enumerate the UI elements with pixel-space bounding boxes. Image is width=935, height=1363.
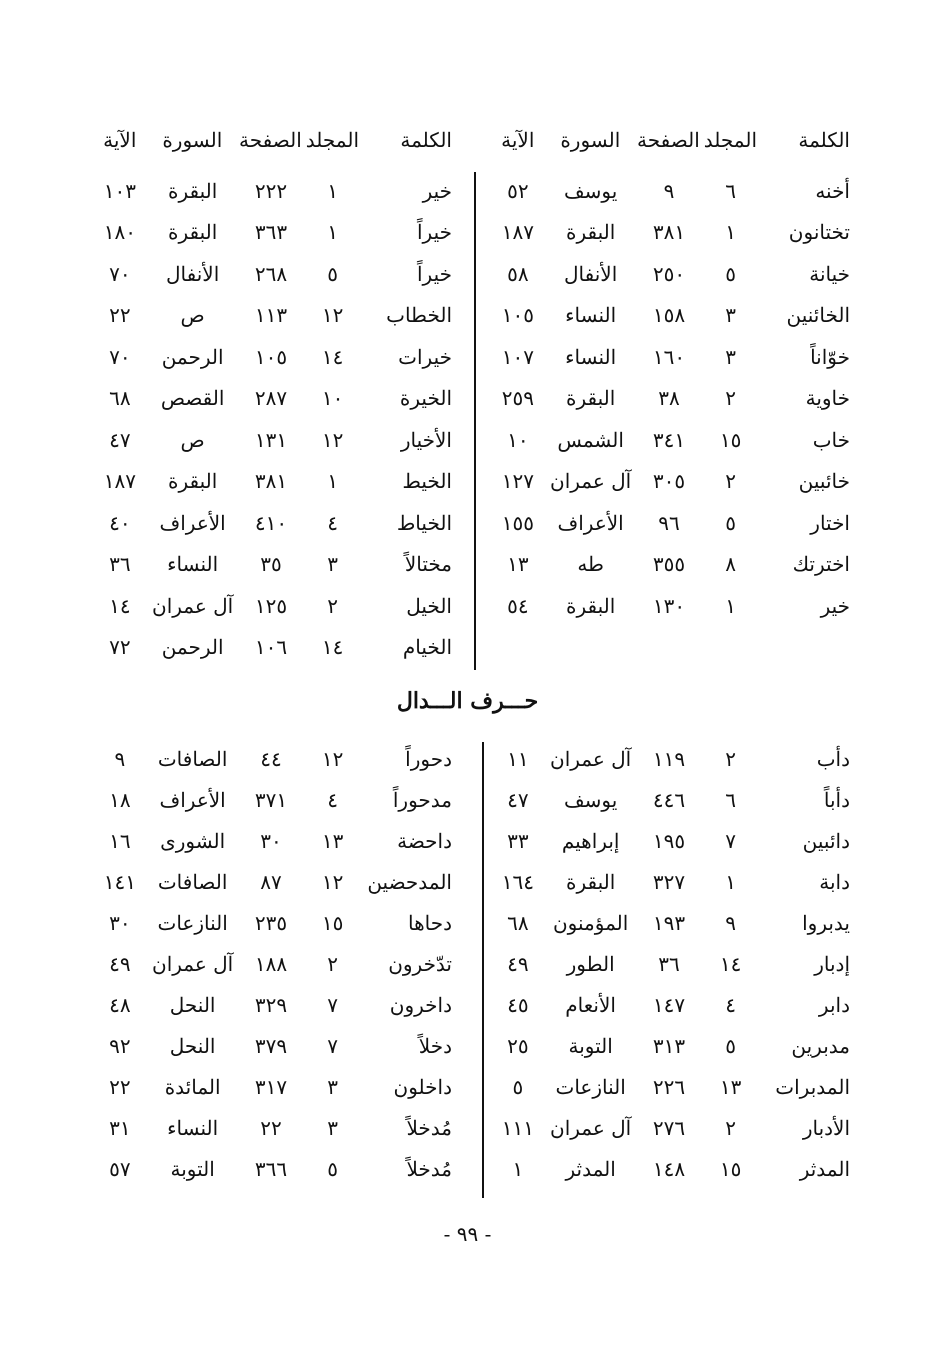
cell-page: ٢٢٢ [254,178,288,203]
cell-verse: ٩٢ [109,1033,131,1058]
index-row [488,378,850,420]
cell-page: ١١٩ [652,746,686,771]
cell-page: ١٣٠ [652,593,686,618]
cell-page: ١٦٠ [652,344,686,369]
cell-surah: الرحمن [161,344,224,369]
cell-surah: البقرة [565,869,616,894]
index-row [488,1148,850,1189]
index-row [488,779,850,820]
cell-surah: النازعات [555,1074,626,1099]
cell-verse: ٧٢ [109,635,131,660]
cell-word: خوّاناً [810,344,850,369]
index-row [488,502,850,544]
cell-verse: ٤٩ [507,951,529,976]
index-row [90,738,452,779]
index-row [90,984,452,1025]
cell-verse: ٢٢ [109,303,131,328]
cell-vol: ٦ [725,178,736,203]
index-row [90,861,452,902]
cell-surah: آل عمران [550,1115,632,1140]
index-row [90,585,452,627]
cell-vol: ٣ [327,552,338,577]
cell-page: ٢٢ [260,1115,282,1140]
cell-vol: ٢ [327,593,338,618]
cell-vol: ٥ [327,261,338,286]
cell-surah: النساء [167,1115,219,1140]
cell-vol: ٢ [327,951,338,976]
cell-word: الخيل [406,593,452,618]
cell-word: دحوراً [405,746,452,771]
index-row [90,461,452,503]
cell-vol: ١ [327,469,338,494]
bottom-index-table [90,738,850,1189]
cell-word: الأخيار [400,427,452,452]
cell-word: داحضة [397,828,452,853]
cell-verse: ٢٥٩ [501,386,534,411]
cell-page: ١١٣ [254,303,288,328]
cell-word: دحاها [407,910,452,935]
cell-verse: ١٨٠ [103,220,136,245]
cell-vol: ٣ [327,1115,338,1140]
index-row [488,212,850,254]
cell-surah: الرحمن [161,635,224,660]
header-volume: المجلد [703,128,758,152]
cell-verse: ٢٥ [507,1033,529,1058]
top-right-rows [488,170,850,627]
cell-vol: ١٣ [321,828,344,853]
cell-vol: ١ [725,869,736,894]
cell-vol: ١٢ [321,427,344,452]
bottom-left-column [90,738,470,1189]
cell-verse: ١ [512,1156,524,1181]
index-row [488,943,850,984]
cell-surah: ص [180,427,205,452]
cell-verse: ٤٩ [109,951,131,976]
cell-vol: ١٠ [321,386,344,411]
cell-page: ٣١٧ [254,1074,288,1099]
bottom-right-column [470,738,850,1189]
cell-word: خيراً [417,261,452,286]
bottom-right-rows [488,738,850,1189]
header-verse: الآية [103,128,137,152]
index-row [488,738,850,779]
cell-page: ٢٣٥ [254,910,288,935]
cell-word: دأب [816,746,850,771]
top-left-column [90,118,470,668]
cell-verse: ١١ [507,746,529,771]
cell-verse: ٤٧ [109,427,131,452]
cell-verse: ١٨٧ [103,469,136,494]
cell-vol: ٤ [725,992,736,1017]
cell-surah: الأنفال [563,261,618,286]
cell-verse: ١١١ [501,1115,534,1140]
cell-vol: ٢ [725,386,736,411]
cell-surah: النساء [565,303,617,328]
cell-surah: النساء [167,552,219,577]
cell-vol: ١٤ [321,344,344,369]
cell-vol: ٧ [725,828,736,853]
cell-word: المدبرات [775,1074,850,1099]
cell-verse: ١٢٧ [501,469,534,494]
cell-verse: ٥٧ [109,1156,131,1181]
cell-page: ٣٧٩ [254,1033,288,1058]
cell-surah: الصافات [157,869,228,894]
cell-vol: ١٥ [321,910,344,935]
page-number: - ٩٩ - [443,1222,492,1246]
cell-word: دابة [819,869,850,894]
cell-vol: ٥ [327,1156,338,1181]
cell-page: ١٨٨ [254,951,288,976]
cell-surah: البقرة [565,593,616,618]
cell-verse: ٤٥ [507,992,529,1017]
cell-verse: ٧٠ [109,344,131,369]
cell-word: داخلون [393,1074,452,1099]
index-row [90,419,452,461]
cell-page: ٣٧١ [254,787,288,812]
cell-word: الخيرة [399,386,452,411]
index-row [488,1025,850,1066]
cell-word: دائبين [802,828,850,853]
cell-word: دخلاً [418,1033,452,1058]
cell-vol: ١ [725,220,736,245]
index-row [90,378,452,420]
index-row [90,943,452,984]
cell-word: مُدخلاً [406,1156,452,1181]
section-title: حـــرف الـــدال [396,688,539,714]
cell-surah: النازعات [157,910,228,935]
cell-verse: ٥٢ [507,178,529,203]
cell-page: ١٣١ [254,427,288,452]
index-row [488,295,850,337]
cell-verse: ١٦٤ [501,869,534,894]
cell-vol: ١٢ [321,303,344,328]
cell-verse: ٣١ [109,1115,131,1140]
index-row [90,820,452,861]
cell-page: ٣٢٧ [652,869,686,894]
cell-vol: ٥ [725,261,736,286]
index-row [488,419,850,461]
cell-vol: ١ [327,178,338,203]
cell-surah: آل عمران [152,951,234,976]
cell-word: خيراً [417,220,452,245]
header-page: الصفحة [239,128,302,152]
cell-verse: ١٨٧ [501,220,534,245]
cell-page: ٣٠٥ [652,469,686,494]
index-row [90,627,452,669]
cell-vol: ٢ [725,1115,736,1140]
cell-surah: آل عمران [550,746,632,771]
cell-word: مختالاً [404,552,452,577]
cell-word: مُدخلاً [406,1115,452,1140]
cell-vol: ١٤ [719,951,742,976]
index-row [488,820,850,861]
bottom-left-rows [90,738,452,1189]
cell-verse: ٢٢ [109,1074,131,1099]
cell-vol: ١٤ [321,635,344,660]
cell-page: ١٤٨ [652,1156,686,1181]
cell-vol: ١٥ [719,427,742,452]
cell-word: مدحوراً [392,787,452,812]
top-column-divider [474,172,476,670]
cell-page: ١٥٨ [652,303,686,328]
cell-page: ١٤٧ [652,992,686,1017]
top-right-column [470,118,850,668]
header-row [90,118,452,162]
cell-page: ٤٤ [260,746,282,771]
cell-surah: القصص [160,386,225,411]
cell-word: خاوية [805,386,850,411]
cell-surah: طه [577,552,604,577]
cell-vol: ٨ [725,552,736,577]
cell-surah: البقرة [565,386,616,411]
cell-surah: التوبة [170,1156,215,1181]
cell-vol: ١٢ [321,869,344,894]
cell-page: ١٢٥ [254,593,288,618]
index-row [90,502,452,544]
cell-verse: ٩ [114,746,126,771]
header-surah: السورة [162,128,223,152]
cell-vol: ٤ [327,510,338,535]
index-row [90,170,452,212]
cell-vol: ٥ [725,1033,736,1058]
cell-verse: ٣٦ [109,552,131,577]
cell-vol: ١٥ [719,1156,742,1181]
cell-verse: ٥٨ [507,261,529,286]
cell-surah: البقرة [565,220,616,245]
index-row [90,295,452,337]
cell-page: ٣٢٩ [254,992,288,1017]
cell-vol: ١ [327,220,338,245]
cell-vol: ٥ [725,510,736,535]
cell-word: الأدبار [802,1115,850,1140]
cell-word: اختار [810,510,850,535]
cell-page: ١٩٣ [652,910,686,935]
index-row [488,1066,850,1107]
cell-word: الخائنين [786,303,850,328]
index-row [90,212,452,254]
index-row [90,779,452,820]
cell-word: تختانون [788,220,850,245]
cell-verse: ٤٧ [507,787,529,812]
cell-surah: المائدة [164,1074,221,1099]
cell-surah: النساء [565,344,617,369]
cell-surah: يوسف [563,787,618,812]
header-volume: المجلد [305,128,360,152]
index-row [488,253,850,295]
cell-page: ٣٠ [260,828,282,853]
cell-surah: التوبة [568,1033,613,1058]
cell-vol: ٧ [327,1033,338,1058]
cell-verse: ٦٨ [507,910,529,935]
cell-surah: الشورى [160,828,226,853]
cell-surah: الأنفال [165,261,220,286]
cell-word: الخيط [402,469,452,494]
cell-surah: يوسف [563,178,618,203]
cell-verse: ٤٠ [109,510,131,535]
cell-word: خاب [812,427,850,452]
cell-page: ٨٧ [260,869,282,894]
cell-surah: آل عمران [152,593,234,618]
cell-verse: ٤٨ [109,992,131,1017]
index-row [90,336,452,378]
cell-word: الخطاب [386,303,452,328]
cell-verse: ١٥٥ [501,510,534,535]
index-row [90,1025,452,1066]
index-row [488,1107,850,1148]
cell-page: ٣٨١ [652,220,686,245]
cell-surah: الصافات [157,746,228,771]
cell-verse: ١٤١ [103,869,136,894]
index-row [488,585,850,627]
index-row [488,984,850,1025]
cell-word: مدبرين [791,1033,850,1058]
cell-page: ٢٢٦ [652,1074,686,1099]
cell-vol: ١ [725,593,736,618]
cell-word: المدثر [799,1156,850,1181]
cell-verse: ٥٤ [507,593,529,618]
cell-vol: ٣ [725,344,736,369]
cell-verse: ١٠٥ [501,303,534,328]
cell-surah: ص [180,303,205,328]
header-word: الكلمة [400,128,452,152]
cell-verse: ١٦ [109,828,131,853]
cell-verse: ١٨ [109,787,131,812]
cell-page: ٢٦٨ [254,261,288,286]
header-row [488,118,850,162]
cell-verse: ١٠٣ [103,178,136,203]
cell-word: تدّخرون [388,951,452,976]
cell-surah: الأعراف [159,787,226,812]
cell-vol: ٤ [327,787,338,812]
cell-verse: ٧٠ [109,261,131,286]
cell-surah: المدثر [565,1156,616,1181]
cell-surah: آل عمران [550,469,632,494]
index-row [488,902,850,943]
cell-page: ١٠٥ [254,344,288,369]
cell-word: دابر [818,992,850,1017]
cell-surah: الأنعام [565,992,616,1017]
cell-page: ٣٥٥ [652,552,686,577]
cell-page: ٤١٠ [254,510,288,535]
cell-page: ٤٤٦ [652,787,686,812]
cell-verse: ١٣ [507,552,529,577]
cell-page: ٣٦٦ [254,1156,288,1181]
cell-vol: ٣ [327,1074,338,1099]
cell-vol: ٧ [327,992,338,1017]
index-row [90,544,452,586]
cell-surah: الطور [566,951,615,976]
index-row [488,544,850,586]
cell-page: ٩٦ [658,510,680,535]
cell-vol: ٢ [725,469,736,494]
index-row [90,1107,452,1148]
cell-vol: ١٢ [321,746,344,771]
cell-word: داخرون [389,992,452,1017]
cell-surah: إبراهيم [561,828,620,853]
cell-page: ٣٨ [658,386,680,411]
index-row [488,461,850,503]
cell-page: ٣٦٣ [254,220,288,245]
cell-page: ٢٥٠ [652,261,686,286]
cell-word: الخيام [402,635,452,660]
header-word: الكلمة [798,128,850,152]
header-verse: الآية [501,128,535,152]
header-page: الصفحة [637,128,700,152]
cell-vol: ١٣ [719,1074,742,1099]
cell-surah: الأعراف [557,510,624,535]
cell-surah: النحل [169,992,216,1017]
cell-surah: البقرة [167,178,218,203]
cell-word: خيانة [809,261,850,286]
cell-page: ٣٦ [658,951,680,976]
cell-page: ٣٤١ [652,427,686,452]
cell-word: الخياط [396,510,452,535]
cell-page: ٣٨١ [254,469,288,494]
cell-word: يدبروا [802,910,850,935]
cell-word: خائبين [798,469,850,494]
cell-surah: النحل [169,1033,216,1058]
cell-verse: ١٠ [507,427,529,452]
index-row [90,902,452,943]
cell-surah: البقرة [167,220,218,245]
cell-page: ١٩٥ [652,828,686,853]
cell-word: دأباً [823,787,850,812]
cell-page: ١٠٦ [254,635,288,660]
index-row [90,1148,452,1189]
cell-surah: البقرة [167,469,218,494]
cell-surah: الشمس [557,427,624,452]
index-row [90,1066,452,1107]
cell-word: أخنه [815,178,850,203]
cell-verse: ٣٣ [507,828,529,853]
top-left-rows [90,170,452,668]
cell-surah: الأعراف [159,510,226,535]
cell-word: خيرات [398,344,452,369]
index-row [488,170,850,212]
cell-word: إدبار [814,951,850,976]
cell-vol: ٩ [725,910,736,935]
cell-verse: ٣٠ [109,910,131,935]
cell-word: اخترتك [792,552,850,577]
cell-page: ٩ [663,178,675,203]
cell-surah: المؤمنون [552,910,629,935]
cell-word: المدحضين [367,869,452,894]
cell-page: ٣٥ [260,552,282,577]
cell-verse: ١٤ [109,593,131,618]
index-row [488,336,850,378]
cell-page: ٢٧٦ [652,1115,686,1140]
cell-verse: ٥ [512,1074,524,1099]
bottom-column-divider [482,742,484,1198]
cell-page: ٢٨٧ [254,386,288,411]
cell-word: خير [820,593,850,618]
cell-verse: ١٠٧ [501,344,534,369]
cell-page: ٣١٣ [652,1033,686,1058]
top-index-table [90,118,850,668]
index-row [488,861,850,902]
cell-word: خير [422,178,452,203]
index-row [90,253,452,295]
cell-vol: ٦ [725,787,736,812]
header-surah: السورة [560,128,621,152]
cell-vol: ٣ [725,303,736,328]
cell-vol: ٢ [725,746,736,771]
cell-verse: ٦٨ [109,386,131,411]
